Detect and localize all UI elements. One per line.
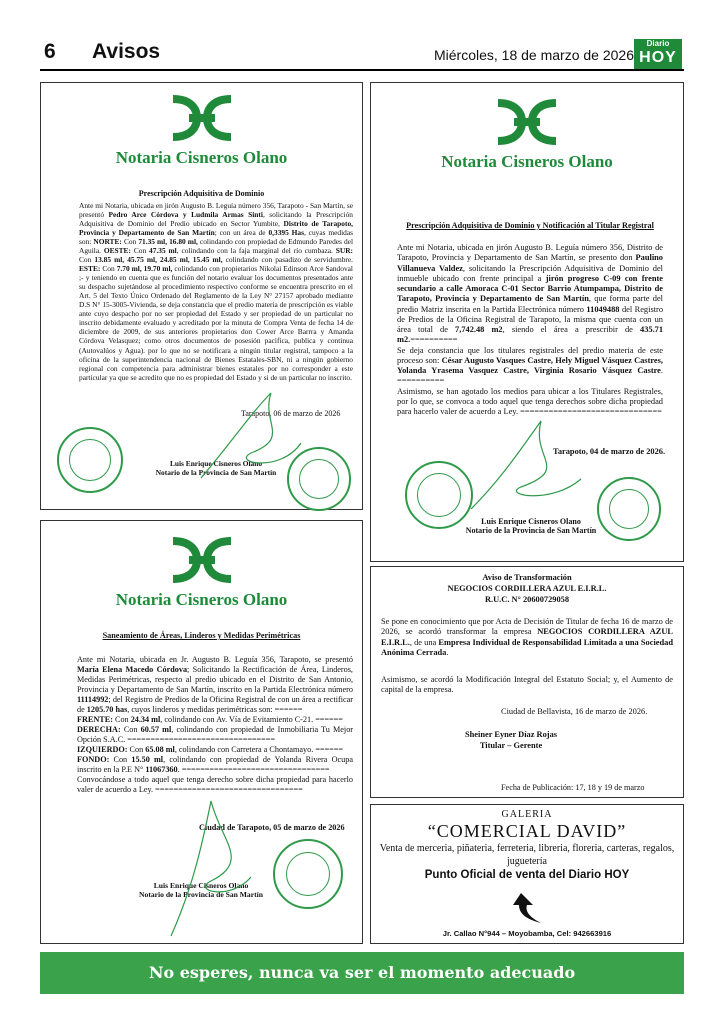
notice-body: Ante mi Notaria, ubicada en jirón Augusto B. Leguía número 356, Distrito de Tarapoto, Provincia y Departamento de San Martín, se presento don Paulino Villanueva Valdez, solicitando la Prescripción Adquisitiva de Dominio del inmueble ubicado con frente principal a jirón progreso C-09 con frente secundario a calle Amoraca C-01 Sector Barrio Atumpampa, Distrito de Tarapoto, Provincia y Departamento de San Martín, que forma parte del predio Matriz inscrita en la Partida Electrónica número 11049488 del Registro de Predios de la Oficina Registral de Tarapoto, la misma que cuenta con un área total de 7,742.48 m2, siendo el área a prescribir de 435.71 m2.========== Se deja constancia que los titulares registrales del predio materia de este proceso son: César Augusto Vasques Castre, Hely Miguel Vásquez Castres, Yolanda Yrasema Vasquez Castre, Virginia Rosario Vásquez Castre. ========== Asimismo, se han agotado los medios para ubicar a los Titulares Registrales, por lo que, se convoca a todo aquel que tenga derechos sobre dicha propiedad para hacerlo valer de acuerdo a Ley. ============================== xyxy=(397,243,664,416)
notary-name: Notaria Cisneros Olano xyxy=(441,152,613,171)
notary-seal-right xyxy=(273,839,343,909)
page-number: 6 xyxy=(44,40,56,63)
logo-big-text: HOY xyxy=(639,49,677,66)
notary-logo xyxy=(371,97,683,172)
publication-dates: Fecha de Publicación: 17, 18 y 19 de marzo xyxy=(501,783,645,792)
notary-name: Notaria Cisneros Olano xyxy=(115,590,288,609)
notice-saneamiento xyxy=(40,520,363,944)
galeria-ad xyxy=(370,804,684,944)
place-date: Ciudad de Tarapoto, 05 de marzo de 2026 xyxy=(199,823,345,832)
signer-name: Sheiner Eyner Díaz Rojas xyxy=(464,730,558,739)
store-description: Venta de merceria, piñateria, ferreteria, libreria, floreria, carteras, regalos, juguetería xyxy=(379,843,675,867)
notary-seal-left xyxy=(57,427,123,493)
store-name: “COMERCIAL DAVID” xyxy=(427,821,627,841)
place-date: Ciudad de Bellavista, 16 de marzo de 2026. xyxy=(501,707,648,716)
notary-emblem-icon xyxy=(167,535,237,585)
aviso-title: Aviso de Transformación xyxy=(482,573,572,582)
issue-date: Miércoles, 18 de marzo de 2026 xyxy=(434,47,634,63)
notice-title: Prescripción Adquisitiva de Dominio y Notificación al Titular Registral xyxy=(406,221,654,230)
notary-name: Notaria Cisneros Olano xyxy=(115,148,288,167)
signature-block xyxy=(451,517,611,535)
notice-title: Saneamiento de Áreas, Linderos y Medidas Perimétricas xyxy=(102,631,301,640)
notice-body: Ante mi Notaria, ubicada en Jr. Augusto B. Leguía 356, Tarapoto, se presentó María Elena Macedo Córdova; Solicitando la Rectificación de Área, Linderos, Medidas Perimétricas, respecto al predio ubicado en el Distrito de San Antonio, Provincia y Departamento de San Martín, inscrito en la Partida Electrónica número 11114992; del Registro de Predios de la Oficina Registral de con un área a rectificar de 1205.70 has, cuyos linderos y medidas perimétricas son: ====== FRENTE: Con 24.34 ml, colindando con Av. Vía de Evitamiento C-21. ====== DERECHA: Con 60.57 ml, colindando con propiedad de Inmobiliaria Tu Mejor Opción S.A.C. ================================ IZQUIERDO: Con 65.08 ml, colindando con Carretera a Chontamayo. ====== FONDO: Con 15.50 ml, colindando con propiedad de Yolanda Rivera Ocupa inscrito en la P.E N° 11067360. ================================ Convocándose a todo aquel que tenga derecho sobre dicha propiedad para hacerlo valer de acuerdo a Ley. ================================ xyxy=(77,655,354,794)
logo-small-text: Diario xyxy=(646,39,670,48)
official-point: Punto Oficial de venta del Diario HOY xyxy=(424,869,630,881)
galeria-label: GALERIA xyxy=(501,809,553,820)
aviso-body: Se pone en conocimiento que por Acta de Decisión de Titular de fecha 16 de marzo de 2026, se acordó transformar la empresa NEGOCIOS CORDILLERA AZUL E.I.R.L., de una Empresa Individual de Responsabilidad Limitada a una Sociedad Anónima Cerrada. xyxy=(381,617,674,657)
notice-prescripcion-2 xyxy=(370,82,684,562)
notice-prescripcion-1 xyxy=(40,82,363,510)
curved-arrow-icon xyxy=(511,891,545,925)
notice-title: Prescripción Adquisitiva de Dominio xyxy=(138,189,265,198)
notary-emblem-icon xyxy=(167,93,237,143)
company-ruc: R.U.C. N° 20600729058 xyxy=(484,595,570,604)
handwritten-signature xyxy=(451,409,591,519)
signer-name: Luis Enrique Cisneros Olano xyxy=(481,517,581,526)
store-address: Jr. Callao N°944 – Moyobamba, Cel: 942663916 xyxy=(442,929,612,938)
aviso-body-2: Asimismo, se acordó la Modificación Integral del Estatuto Social; y, el Aumento de capital de la empresa. xyxy=(381,675,673,695)
signer-name: Luis Enrique Cisneros Olano xyxy=(169,459,263,468)
header-divider xyxy=(40,69,684,71)
signer-role: Notario de la Provincia de San Martín xyxy=(139,890,263,899)
signer-role: Titular – Gerente xyxy=(479,741,543,750)
notary-emblem-icon xyxy=(492,97,562,147)
place-date: Tarapoto, 06 de marzo de 2026 xyxy=(241,409,341,418)
diario-hoy-logo xyxy=(634,39,682,69)
signer-name: Luis Enrique Cisneros Olano xyxy=(153,881,249,890)
notary-logo xyxy=(41,535,362,610)
place-date: Tarapoto, 04 de marzo de 2026. xyxy=(553,447,666,456)
footer-banner: No esperes, nunca va ser el momento adecuado xyxy=(40,952,684,994)
handwritten-signature xyxy=(141,781,261,941)
notary-logo xyxy=(41,93,362,168)
section-title: Avisos xyxy=(92,40,161,63)
notice-body: Ante mi Notaria, ubicada en jirón Augusto B. Leguía número 356, Tarapoto - San Martín, se presentó Pedro Arce Córdova y Ludmila Armas Sinti, solicitando la Prescripción Adquisitiva de Dominio del Predio ubicado en Sector Yumbite, Distrito de Tarapoto, Provincia y Departamento de San Martín; con un área de 0,3395 Has, cuyas medidas son: NORTE: Con 71.35 ml, 16.80 ml, colindando con propiedad de Edmundo Paredes del Aguila. OESTE: Con 47.35 ml, colindando con la faja marginal del río cumbaza. SUR: Con 13.85 ml, 45.75 ml, 24.85 ml, 15.45 ml, colindando con pasadizo de servidumbre. ESTE: Con 7.70 ml, 19.70 ml, colindando con propietarios Nikolai Edinson Arce Sandoval ;- y teniendo en cuenta que es función del notario evaluar los documentos presentados ante su despacho sujetándose al procedimiento respectivo conforme se encuentra prescrito en el Art. 5 del Texto Único Ordenado del Reglamento de la Ley N° 27157 aprobado mediante D.S N° 15-3005-Vivienda, se deja constancia que el predio materia de prescripción es viable ante cuyo despacho por no ser propiedad del Estado y ser propiedad de un particular no inscrito debidamente evaluado y acreditado por la minuta de Compra Venta de fecha 14 de diciembre de 2009, de sus anteriores propietarios don Cower Arce Barrra y Amanda Córdova Velasquez; como otros documentos de posesión pacifica, publica y continua (Autovalúos y Agua). por lo que no se notificara a ningún titular registral, tampoco a la oficina de la superintendencia nacional de Bienes Estatales-SBN, ni a ningún gobierno regional con competencia para administrar bienes estatales por no corresponder a este particular ya que se acredito que no es propiedad del Estado y si de un particular no inscrito. xyxy=(79,201,354,382)
handwritten-signature xyxy=(191,383,311,483)
company-name: NEGOCIOS CORDILLERA AZUL E.I.R.L. xyxy=(447,584,607,593)
signer-role: Notario de la Provincia de San Martín xyxy=(465,526,597,535)
aviso-transformacion xyxy=(370,566,684,798)
signer-role: Notario de la Provincia de San Martín xyxy=(155,468,277,477)
